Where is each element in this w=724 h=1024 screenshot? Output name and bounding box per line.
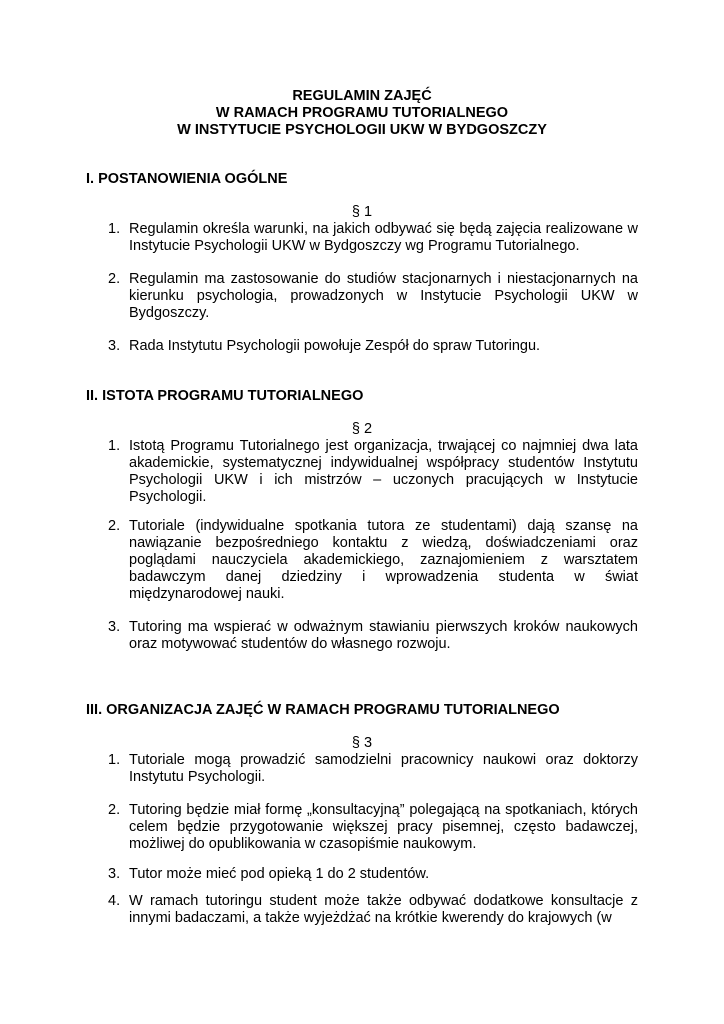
list-item (108, 893, 638, 927)
section-heading-2: II. ISTOTA PROGRAMU TUTORIALNEGO (86, 388, 364, 404)
list-item-text: Tutoriale mogą prowadzić samodzielni pracownicy naukowi oraz doktorzy Instytutu Psychologii. (129, 752, 638, 785)
section-paragraph-sign-2: § 2 (351, 421, 373, 437)
title-line-2: W RAMACH PROGRAMU TUTORIALNEGO (215, 105, 509, 121)
list-item-number: 2. (108, 802, 121, 818)
list-item (108, 338, 638, 355)
list-item (108, 271, 638, 322)
list-item-text: Regulamin określa warunki, na jakich odbywać się będą zajęcia realizowane w Instytucie Psychologii UKW w Bydgoszczy wg Programu Tutorialnego. (129, 221, 638, 254)
list-item-number: 1. (108, 752, 121, 768)
list-item (108, 802, 638, 853)
list-item-number: 1. (108, 438, 121, 454)
list-item-number: 3. (108, 866, 121, 882)
list-item-text: Istotą Programu Tutorialnego jest organizacja, trwającej co najmniej dwa lata akademickie, systematycznej indywidualnej współpracy studentów Instytutu Psychologii UKW i ich mistrzów – uczonych pracujących w Instytucie Psychologii. (129, 438, 638, 505)
list-item-text: Rada Instytutu Psychologii powołuje Zespół do spraw Tutoringu. (129, 338, 541, 354)
list-item-text: Tutor może mieć pod opieką 1 do 2 studentów. (129, 866, 430, 882)
list-item-number: 4. (108, 893, 121, 909)
list-item-number: 2. (108, 518, 121, 534)
list-item (108, 866, 638, 883)
list-item (108, 619, 638, 653)
list-item-text: Tutoriale (indywidualne spotkania tutora ze studentami) dają szansę na nawiązanie bezpośredniego kontaktu z wiedzą, doświadczeniami oraz poglądami nauczyciela akademickiego, zaznajomieniem z warsztatem badawczym danej dziedziny i wprowadzenia studenta w świat międzynarodowej nauki. (129, 518, 638, 602)
list-item-text: W ramach tutoringu student może także odbywać dodatkowe konsultacje z innymi badaczami, a także wyjeżdżać na krótkie kwerendy do krajowych (w (129, 893, 638, 926)
list-item-number: 3. (108, 619, 121, 635)
list-item (108, 518, 638, 603)
document-title (0, 88, 724, 139)
list-item-text: Tutoring będzie miał formę „konsultacyjną” polegającą na spotkaniach, których celem będzie przygotowanie większej pracy pisemnej, często badawczej, możliwej do opublikowania w czasopiśmie naukowym. (129, 802, 638, 852)
section-paragraph-sign-3: § 3 (351, 735, 373, 751)
section-heading-3: III. ORGANIZACJA ZAJĘĆ W RAMACH PROGRAMU TUTORIALNEGO (86, 702, 560, 718)
list-item-text: Tutoring ma wspierać w odważnym stawianiu pierwszych kroków naukowych oraz motywować studentów do własnego rozwoju. (129, 619, 638, 652)
section-heading-1: I. POSTANOWIENIA OGÓLNE (86, 171, 288, 187)
list-item-text: Regulamin ma zastosowanie do studiów stacjonarnych i niestacjonarnych na kierunku psychologia, prowadzonych w Instytucie Psychologii UKW w Bydgoszczy. (129, 271, 638, 321)
list-item (108, 221, 638, 255)
list-item (108, 438, 638, 506)
section-paragraph-sign-1: § 1 (351, 204, 373, 220)
list-item-number: 1. (108, 221, 121, 237)
title-line-1: REGULAMIN ZAJĘĆ (292, 88, 432, 104)
list-item-number: 2. (108, 271, 121, 287)
list-item (108, 752, 638, 786)
title-line-3: W INSTYTUCIE PSYCHOLOGII UKW W BYDGOSZCZY (177, 122, 547, 138)
list-item-number: 3. (108, 338, 121, 354)
